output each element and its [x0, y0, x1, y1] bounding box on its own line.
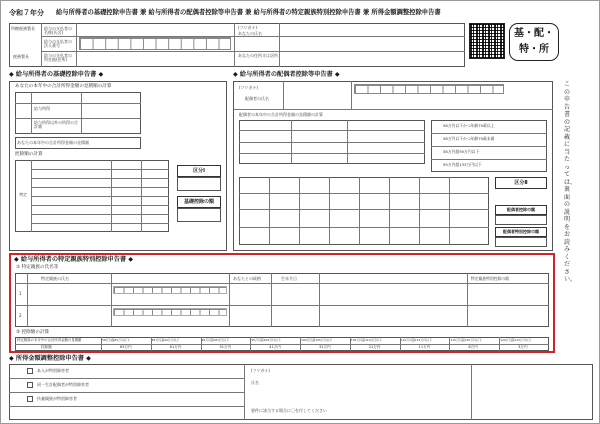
spouse-range-4: 95万円超133万円以下	[443, 162, 482, 167]
specified-row-1: 1	[19, 291, 22, 296]
basic-other-label: 給与所得以外の所得の合計額	[34, 120, 78, 129]
spouse-name-label: 配偶者の氏名	[245, 96, 269, 101]
corp-number-grid[interactable]	[79, 37, 231, 50]
specified-deduction-label: 控除額	[41, 345, 52, 349]
specified-relation-col: あなたとの続柄	[233, 276, 261, 281]
your-name-label: あなたの氏名	[238, 31, 262, 36]
adjust-check-2[interactable]	[27, 382, 33, 388]
specified-row1-number-grid[interactable]	[113, 286, 227, 294]
bracket-range: 120万円超123万円以下	[500, 338, 532, 342]
basic-section-title: ◆ 給与所得者の基礎控除申告書 ◆	[9, 71, 104, 78]
bracket-amount: 51万円	[219, 345, 232, 349]
basic-deduction-calc-title: 控除額の計算	[15, 152, 43, 157]
basic-salary-label: 給与所得	[34, 106, 50, 111]
adjust-check-3[interactable]	[27, 396, 33, 402]
bracket-range: 90万円超95万円以下	[201, 338, 230, 342]
form-type-badge: 基・配・特・所	[509, 23, 559, 61]
adjust-name-label: 氏名	[251, 380, 259, 385]
bracket-range: 105万円超110万円以下	[350, 338, 383, 342]
spouse-special-label: 配偶者特別控除の額	[495, 227, 547, 237]
bracket-amount: 41万円	[269, 345, 281, 349]
adjust-item-1: 本人が特別障害者	[37, 368, 69, 373]
spouse-deduction-label: 配偶者控除の額	[495, 205, 547, 215]
adjust-item-3: 扶養親族が特別障害者	[37, 396, 77, 401]
basic-calc-title: あなたの本年中の合計所得金額の見積額の計算	[15, 84, 112, 89]
payer-name-label: 給与の支払者の名称(氏名)	[44, 26, 72, 35]
spouse-deduction-input[interactable]	[495, 215, 547, 225]
payer-address-label: 給与の支払者の所在地(住所)	[44, 53, 72, 62]
bracket-amount: 3万円	[518, 345, 528, 349]
specified-names-title: ① 特定親族の氏名等	[16, 265, 59, 270]
adjust-furigana: (フリガナ)	[251, 368, 270, 373]
specified-row-2: 2	[19, 313, 22, 318]
bracket-range: 58万円超85万円以下	[102, 338, 130, 342]
specified-birth-col: 生年月日	[281, 276, 297, 281]
specified-section-title: ◆ 給与所得者の特定親族特別控除申告書 ◆	[14, 256, 134, 263]
spouse-personal-number-grid[interactable]	[354, 84, 504, 94]
spouse-income-calc-title: 配偶者の本年中の合計所得金額の見積額の計算	[239, 112, 323, 117]
specified-income-label: 特定親族の本年中の合計所得金額の見積額	[17, 338, 82, 342]
tax-office-suffix: 税務署長	[13, 54, 29, 59]
spouse-deduction-grid	[239, 177, 489, 245]
spouse-range-2: 58万円以下かつ年齢70歳未満	[443, 136, 495, 141]
bracket-range: 85万円超90万円以下	[151, 338, 180, 342]
spouse-special-input[interactable]	[495, 237, 547, 247]
bracket-range: 110万円超115万円以下	[400, 338, 432, 342]
bracket-amount: 6万円	[468, 345, 478, 349]
bracket-amount: 61万円	[169, 345, 182, 349]
specified-calc-title: ② 控除額の計算	[16, 330, 50, 335]
form-year: 令和７年分	[9, 9, 44, 17]
spouse-range-1: 58万円以下かつ年齢70歳以上	[443, 123, 495, 128]
side-note: この申告書の記載に当たっては、裏面の説明をお読みください。	[564, 81, 577, 283]
bracket-amount: 63万円	[119, 345, 132, 349]
bracket-range: 95万円超100万円以下	[251, 338, 281, 342]
your-address-label: あなたの住所又は居所	[238, 53, 278, 58]
basic-total-label: あなたの本年中の合計所得金額の見積額	[17, 140, 89, 145]
top-info-box	[9, 23, 465, 67]
bracket-amount: 11万円	[418, 345, 431, 349]
form-title: 給与所得者の基礎控除申告書 兼 給与所得者の配偶者控除等申告書 兼 給与所得者の特定親族特別控除申告書 兼 所得金額調整控除申告書	[56, 9, 441, 16]
basic-deduction-label: 基礎控除の額	[177, 196, 221, 208]
adjust-section-title: ◆ 所得金額調整控除申告書 ◆	[9, 355, 91, 362]
payer-corp-label: 給与の支払者の法人番号	[44, 39, 72, 48]
adjust-note: 要件に該当する場合に〇を付してください	[251, 408, 327, 413]
specified-names-table	[15, 273, 549, 327]
bracket-range: 115万円超120万円以下	[450, 338, 482, 342]
furigana-label: (フリガナ)	[238, 25, 257, 30]
kubun-1-input[interactable]	[177, 177, 221, 191]
bracket-amount: 21万円	[368, 345, 381, 349]
bracket-range: 100万円超105万円以下	[301, 338, 333, 342]
tax-office-label: 所轄税務署長	[11, 26, 35, 31]
basic-deduction-input[interactable]	[177, 208, 221, 222]
bracket-amount: 31万円	[319, 345, 331, 349]
spouse-section-title: ◆ 給与所得者の配偶者控除等申告書 ◆	[233, 71, 340, 78]
specified-row2-number-grid[interactable]	[113, 308, 227, 316]
adjust-check-1[interactable]	[27, 368, 33, 374]
spouse-range-3: 58万円超95万円以下	[443, 149, 480, 154]
kubun-2-box: 区分Ⅱ	[495, 177, 547, 189]
specified-deduction-col: 特定親族特別控除の額	[471, 276, 509, 281]
qr-code-icon	[469, 23, 505, 59]
kubun-1-box: 区分Ⅰ	[177, 165, 221, 177]
spouse-furigana-label: (フリガナ)	[239, 85, 258, 90]
adjust-item-2: 同一生計配偶者が特別障害者	[37, 382, 89, 387]
judge-label: 判定	[19, 192, 27, 197]
specified-name-col: 特定親族の氏名	[41, 276, 69, 281]
